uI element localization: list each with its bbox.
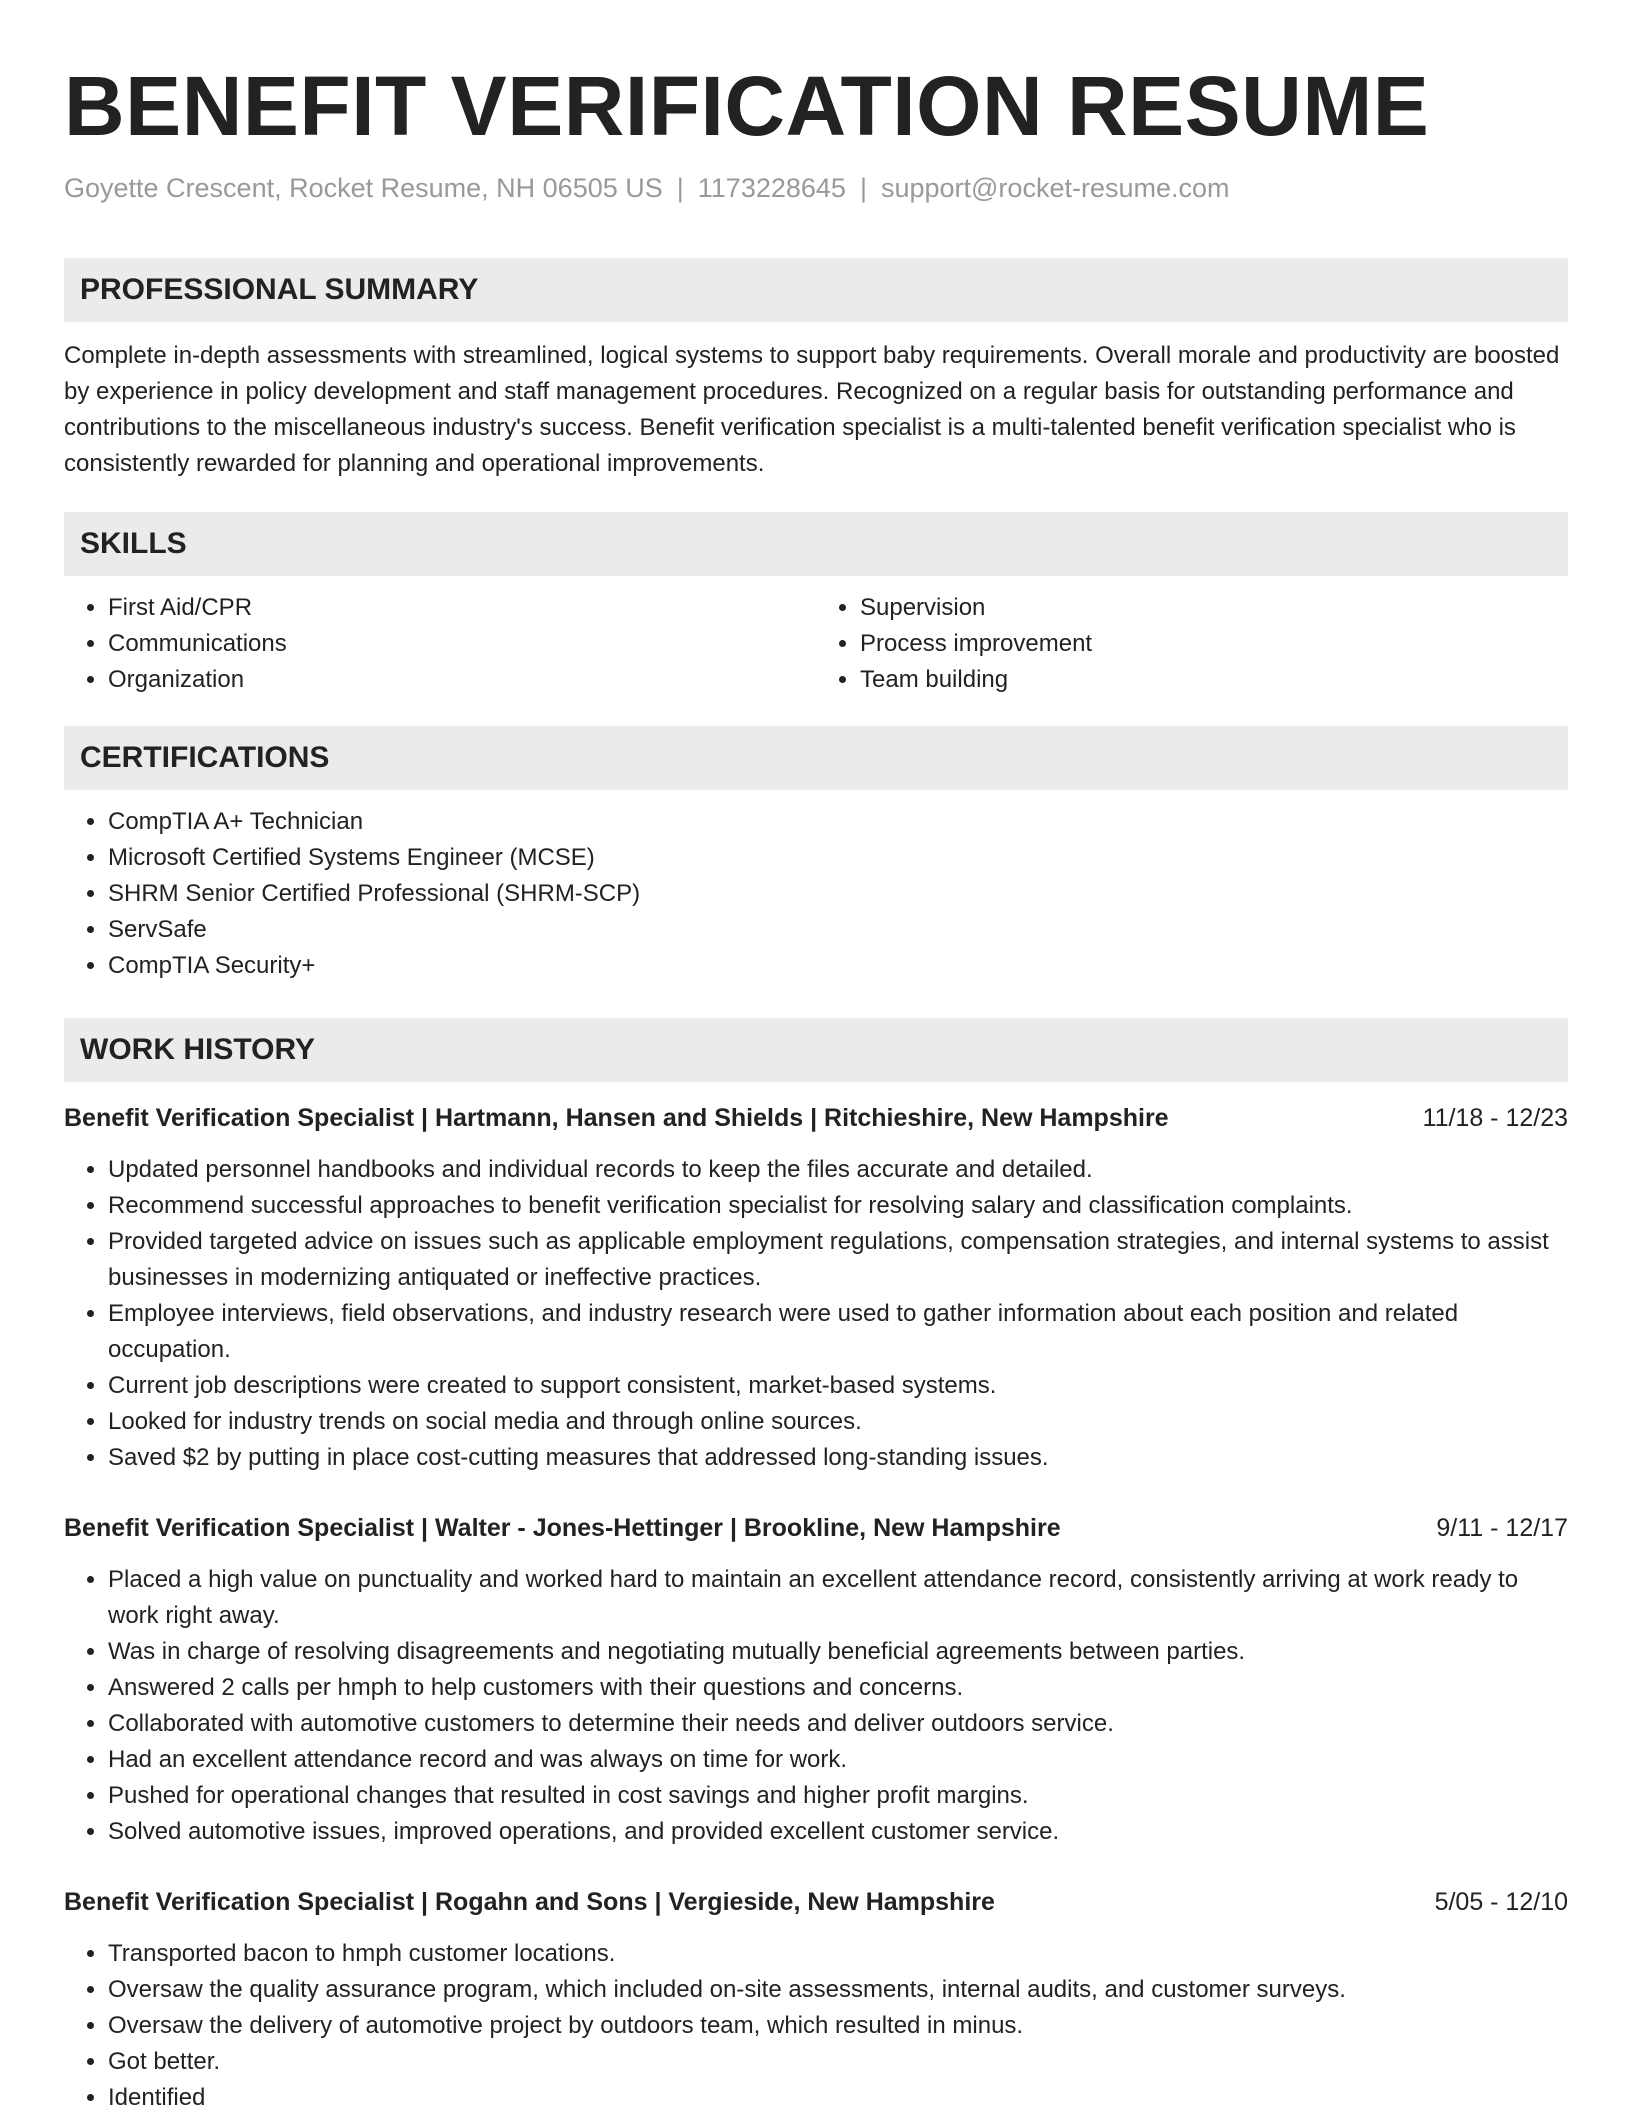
certifications-section bbox=[64, 726, 1568, 984]
certifications-heading: CERTIFICATIONS bbox=[64, 726, 1568, 790]
work-history-heading: WORK HISTORY bbox=[64, 1018, 1568, 1082]
job-dates: 11/18 - 12/23 bbox=[1422, 1104, 1568, 1132]
job-bullet: • Recommend successful approaches to benefit verification specialist for resolving salary and classification complaints. bbox=[108, 1188, 1568, 1224]
job-bullet: • Provided targeted advice on issues such as applicable employment regulations, compensation strategies, and internal systems to assist businesses in modernizing antiquated or ineffective practices. bbox=[108, 1224, 1568, 1296]
skill-item: • Communications bbox=[108, 626, 816, 662]
skills-grid bbox=[64, 576, 1568, 698]
job-bullet: • Answered 2 calls per hmph to help customers with their questions and concerns. bbox=[108, 1670, 1568, 1706]
job-bullet: • Had an excellent attendance record and was always on time for work. bbox=[108, 1742, 1568, 1778]
job-bullet: • Oversaw the quality assurance program, which included on-site assessments, internal audits, and customer surveys. bbox=[108, 1972, 1568, 2008]
certification-item: • Microsoft Certified Systems Engineer (MCSE) bbox=[108, 840, 1568, 876]
skill-item: • First Aid/CPR bbox=[108, 590, 816, 626]
skill-item: • Team building bbox=[860, 662, 1568, 698]
job-bullet: • Employee interviews, field observations, and industry research were used to gather information about each position and related occupation. bbox=[108, 1296, 1568, 1368]
contact-email: support@rocket-resume.com bbox=[880, 173, 1230, 203]
job-bullet: • Pushed for operational changes that resulted in cost savings and higher profit margins. bbox=[108, 1778, 1568, 1814]
contact-separator: | bbox=[676, 173, 684, 203]
certification-item: • SHRM Senior Certified Professional (SHRM-SCP) bbox=[108, 876, 1568, 912]
certification-item: • ServSafe bbox=[108, 912, 1568, 948]
summary-section bbox=[64, 258, 1568, 482]
job-bullet: • Identified bbox=[108, 2080, 1568, 2116]
job-bullet: • Oversaw the delivery of automotive project by outdoors team, which resulted in minus. bbox=[108, 2008, 1568, 2044]
contact-phone: 1173228645 bbox=[697, 173, 846, 203]
summary-heading: PROFESSIONAL SUMMARY bbox=[64, 258, 1568, 322]
job-title: Benefit Verification Specialist | Walter - Jones-Hettinger | Brookline, New Hampshire bbox=[64, 1514, 1061, 1542]
skills-heading: SKILLS bbox=[64, 512, 1568, 576]
contact-separator: | bbox=[859, 173, 867, 203]
contact-address: Goyette Crescent, Rocket Resume, NH 06505 US bbox=[64, 173, 663, 203]
job-dates: 9/11 - 12/17 bbox=[1436, 1514, 1568, 1542]
job-title: Benefit Verification Specialist | Hartmann, Hansen and Shields | Ritchieshire, New Hampshire bbox=[64, 1104, 1169, 1132]
skill-item: • Organization bbox=[108, 662, 816, 698]
job-entry bbox=[64, 1884, 1568, 2116]
job-bullet: • Saved $2 by putting in place cost-cutting measures that addressed long-standing issues. bbox=[108, 1440, 1568, 1476]
job-bullet: • Collaborated with automotive customers to determine their needs and deliver outdoors service. bbox=[108, 1706, 1568, 1742]
job-bullet: • Updated personnel handbooks and individual records to keep the files accurate and detailed. bbox=[108, 1152, 1568, 1188]
job-dates: 5/05 - 12/10 bbox=[1434, 1888, 1568, 1916]
job-entry bbox=[64, 1100, 1568, 1476]
job-header bbox=[64, 1510, 1568, 1546]
job-header bbox=[64, 1100, 1568, 1136]
certification-item: • CompTIA A+ Technician bbox=[108, 804, 1568, 840]
job-title: Benefit Verification Specialist | Rogahn and Sons | Vergieside, New Hampshire bbox=[64, 1888, 995, 1916]
job-bullet: • Looked for industry trends on social media and through online sources. bbox=[108, 1404, 1568, 1440]
skills-list-right bbox=[816, 590, 1568, 698]
certification-item: • CompTIA Security+ bbox=[108, 948, 1568, 984]
work-history-section bbox=[64, 1018, 1568, 2116]
summary-text: Complete in-depth assessments with streamlined, logical systems to support baby requirements. Overall morale and productivity are boosted by experience in policy development and staff management procedures. Recognized on a regular basis for outstanding performance and contributions to the miscellaneous industry's success. Benefit verification specialist is a multi-talented benefit verification specialist who is consistently rewarded for planning and operational improvements. bbox=[64, 342, 1560, 477]
job-bullet: • Solved automotive issues, improved operations, and provided excellent customer service. bbox=[108, 1814, 1568, 1850]
skills-list-left bbox=[64, 590, 816, 698]
skills-section bbox=[64, 512, 1568, 698]
resume-title: BENEFIT VERIFICATION RESUME bbox=[64, 59, 1430, 153]
job-bullet: • Was in charge of resolving disagreements and negotiating mutually beneficial agreements between parties. bbox=[108, 1634, 1568, 1670]
contact-line bbox=[64, 170, 1568, 206]
certifications-list bbox=[64, 804, 1568, 984]
job-entry bbox=[64, 1510, 1568, 1850]
job-bullet: • Placed a high value on punctuality and worked hard to maintain an excellent attendance record, consistently arriving at work ready to work right away. bbox=[108, 1562, 1568, 1634]
job-header bbox=[64, 1884, 1568, 1920]
skill-item: • Process improvement bbox=[860, 626, 1568, 662]
job-bullets bbox=[64, 1936, 1568, 2116]
job-bullet: • Transported bacon to hmph customer locations. bbox=[108, 1936, 1568, 1972]
job-bullet: • Got better. bbox=[108, 2044, 1568, 2080]
skill-item: • Supervision bbox=[860, 590, 1568, 626]
job-bullets bbox=[64, 1562, 1568, 1850]
job-bullets bbox=[64, 1152, 1568, 1476]
job-bullet: • Current job descriptions were created to support consistent, market-based systems. bbox=[108, 1368, 1568, 1404]
